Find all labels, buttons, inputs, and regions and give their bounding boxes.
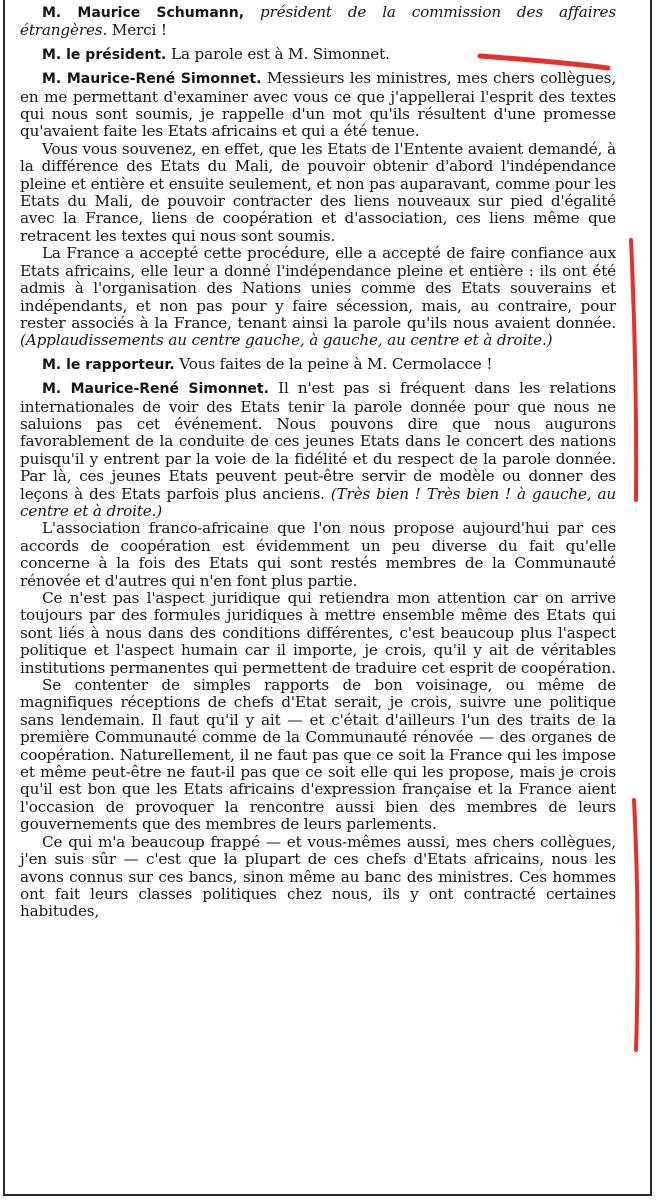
stage-direction: (Très bien ! Très bien ! à gauche, au centre et à droite.) xyxy=(20,484,616,520)
paragraph-chefs-etat xyxy=(20,834,616,921)
paragraph-president xyxy=(20,46,616,64)
paragraph-france-procedure xyxy=(20,245,616,349)
paragraph-text: Il n'est pas si fréquent dans les relations internationales de voir des Etats tenir la parole donnée pour que nous ne saluions pas cet événement. Nous pouvons dire que nous augurons favorablement de la conduite de ces jeunes Etats dans le concert des nations puisqu'il y entrent par la voie de la fidélité et du respect de la parole donnée. Par là, ces jeunes Etats peuvent peut-être servir de modèle ou donner des leçons à des Etats parfois plus anciens. xyxy=(20,379,616,503)
speaker-name: M. le président. xyxy=(42,46,167,63)
paragraph-text: La parole est à M. Simonnet. xyxy=(166,44,390,63)
paragraph-schumann xyxy=(20,4,616,40)
speaker-name: M. Maurice Schumann, xyxy=(42,5,245,21)
paragraph-association xyxy=(20,520,616,590)
paragraph-simonnet-1 xyxy=(20,70,616,141)
paragraph-rapporteur xyxy=(20,356,616,374)
paragraph-juridique xyxy=(20,590,616,677)
paragraph-text: L'association franco-africaine que l'on nous propose aujourd'hui par ces accords de coopération est évidemment un peu diverse du fait qu'elle concerne à la fois des Etats qui sont restés membres de la Communauté rénovée et d'autres qui n'en font plus partie. xyxy=(20,519,616,590)
paragraph-text: Ce n'est pas l'aspect juridique qui retiendra mon attention car on arrive toujours par des formules juridiques à mettre ensemble même des Etats qui sont liés à nous dans des conditions différentes, c'est beaucoup plus l'aspect politique et l'aspect humain car il importe, je crois, qu'il y ait de véritables institutions permanentes qui permettent de traduire cet esprit de coopération. xyxy=(20,589,616,677)
stage-direction: (Applaudissements au centre gauche, à gauche, au centre et à droite.) xyxy=(20,331,553,350)
paragraph-text: Ce qui m'a beaucoup frappé — et vous-mêmes aussi, mes chers collègues, j'en suis sûr — c'est que la plupart de ces chefs d'Etats africains, nous les avons connus sur ces bancs, sinon même au banc des ministres. Ces hommes ont fait leurs classes politiques chez nous, ils y ont contracté certaines habitudes, xyxy=(20,832,616,921)
speaker-title: président de la commission des affaires étrangères. xyxy=(20,3,616,40)
paragraph-text: Messieurs les ministres, mes chers collègues, en me permettant d'examiner avec vous ce que j'appellerai l'esprit des textes qui nous sont soumis, je rappelle d'un mot qu'ils résultent d'une promesse qu'avaient faite les Etats africains et qui a été tenue. xyxy=(20,69,617,141)
paragraph-text: Vous faites de la peine à M. Cermolacce ! xyxy=(174,354,493,373)
document-column xyxy=(20,4,616,921)
paragraph-simonnet-2 xyxy=(20,380,616,520)
paragraph-voisinage xyxy=(20,677,616,834)
paragraph-text: Vous vous souvenez, en effet, que les Etats de l'Entente avaient demandé, à la différence des Etats du Mali, de pouvoir obtenir d'abord l'indépendance pleine et entière et ensuite seulement, et non pas auparavant, comme pour les Etats du Mali, de pouvoir contracter des liens nouveaux sur pied d'égalité avec la France, liens de coopération et d'association, ces liens même que retracent les textes qui nous sont soumis. xyxy=(20,139,616,245)
paragraph-entente xyxy=(20,141,616,245)
paragraph-text: La France a accepté cette procédure, elle a accepté de faire confiance aux Etats africains, elle leur a donné l'indépendance pleine et entière : ils ont été admis à l'organisation des Nations unies comme des Etats souverains et indépendants, et non pas pour y faire sécession, mais, au contraire, pour rester associés à la France, tenant ainsi la parole qu'ils nous avaient donnée. xyxy=(20,244,616,332)
speaker-name: M. le rapporteur. xyxy=(42,356,175,373)
paragraph-text: Se contenter de simples rapports de bon voisinage, ou même de magnifiques réceptions de chefs d'Etat serait, je crois, suivre une politique sans lendemain. Il faut qu'il y ait — et c'était d'ailleurs l'un des traits de la première Communauté comme de la Communauté rénovée — des organes de coopération. Naturellement, il ne faut pas que ce soit la France qui les impose et même peut-être ne faut-il pas que ce soit elle qui les propose, mais je crois qu'il est bon que les Etats africains d'expression française et la France aient l'occasion de provoquer la rencontre aussi bien des membres de leurs gouvernements que des membres de leurs parlements. xyxy=(20,676,616,834)
speaker-name: M. Maurice-René Simonnet. xyxy=(42,71,262,88)
paragraph-text: Merci ! xyxy=(107,21,167,40)
speaker-name: M. Maurice-René Simonnet. xyxy=(42,381,269,398)
